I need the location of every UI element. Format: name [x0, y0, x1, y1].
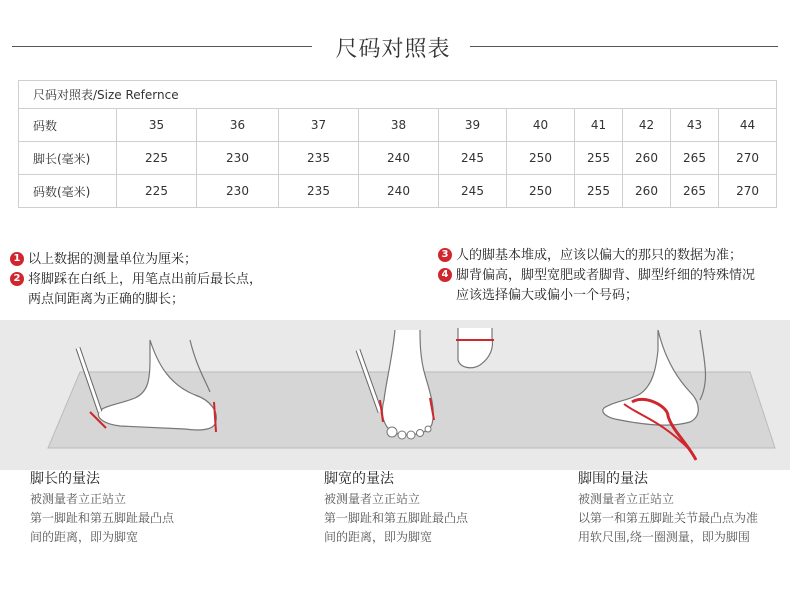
- note-text: 两点间距离为正确的脚长；: [28, 292, 185, 307]
- table-cell: 250: [507, 142, 575, 175]
- number-badge-icon: 1: [10, 252, 24, 266]
- row-label: 码数: [19, 109, 117, 142]
- table-cell: 265: [671, 142, 719, 175]
- row-label: 码数(毫米): [19, 175, 117, 208]
- number-badge-icon: 2: [10, 272, 24, 286]
- table-cell: 270: [719, 175, 777, 208]
- method-line: 用软尺围,绕一圈测量，即为脚围: [578, 530, 750, 544]
- method-title: 脚宽的量法: [324, 471, 394, 487]
- method-line: 第一脚趾和第五脚趾最凸点: [324, 511, 469, 525]
- table-cell: 225: [117, 175, 197, 208]
- table-cell: 40: [507, 109, 575, 142]
- table-cell: 265: [671, 175, 719, 208]
- table-cell: 250: [507, 175, 575, 208]
- note-3: [438, 246, 742, 266]
- number-badge-icon: 4: [438, 268, 452, 282]
- measurement-illustration: [0, 320, 790, 470]
- page-title: 尺码对照表: [335, 37, 451, 62]
- table-cell: 44: [719, 109, 777, 142]
- method-line: 间的距离，即为脚宽: [324, 530, 433, 544]
- table-cell: 37: [279, 109, 359, 142]
- method-line: 被测量者立正站立: [324, 492, 421, 506]
- foot-detail-icon: [456, 328, 494, 368]
- number-badge-icon: 3: [438, 248, 452, 262]
- table-cell: 38: [359, 109, 439, 142]
- size-table: [18, 80, 777, 208]
- table-cell: 225: [117, 142, 197, 175]
- table-cell: 255: [575, 175, 623, 208]
- method-length: [30, 468, 174, 547]
- title-divider-left: [12, 46, 312, 47]
- table-cell: 42: [623, 109, 671, 142]
- note-text: 将脚踩在白纸上，用笔点出前后最长点，: [28, 272, 263, 287]
- method-girth: [578, 468, 758, 547]
- method-line: 第一脚趾和第五脚趾最凸点: [30, 511, 175, 525]
- note-text: 以上数据的测量单位为厘米；: [28, 252, 198, 267]
- table-cell: 260: [623, 142, 671, 175]
- note-text: 人的脚基本堆成，应该以偏大的那只的数据为准；: [456, 248, 743, 263]
- table-caption: 尺码对照表/Size Refernce: [19, 81, 777, 109]
- table-row: [19, 175, 777, 208]
- note-4: [438, 266, 755, 306]
- table-cell: 230: [197, 175, 279, 208]
- note-2: [10, 270, 262, 310]
- table-cell: 245: [439, 175, 507, 208]
- foot-front-view-icon: [382, 330, 433, 439]
- illustration-svg: [0, 320, 790, 470]
- method-line: 被测量者立正站立: [578, 492, 675, 506]
- table-cell: 41: [575, 109, 623, 142]
- table-cell: 36: [197, 109, 279, 142]
- table-cell: 230: [197, 142, 279, 175]
- note-text: 脚背偏高，脚型宽肥或者脚背、脚型纤细的特殊情况: [456, 268, 756, 283]
- method-width: [324, 468, 468, 547]
- table-row: [19, 142, 777, 175]
- note-text: 应该选择偏大或偏小一个号码；: [456, 288, 639, 303]
- title-divider-right: [470, 46, 778, 47]
- table-cell: 255: [575, 142, 623, 175]
- table-cell: 235: [279, 175, 359, 208]
- table-cell: 39: [439, 109, 507, 142]
- table-cell: 260: [623, 175, 671, 208]
- table-cell: 245: [439, 142, 507, 175]
- method-title: 脚长的量法: [30, 471, 100, 487]
- table-cell: 235: [279, 142, 359, 175]
- table-row: [19, 109, 777, 142]
- table-caption-row: [19, 81, 777, 109]
- note-1: [10, 250, 197, 270]
- table-cell: 240: [359, 175, 439, 208]
- method-line: 间的距离，即为脚宽: [30, 530, 139, 544]
- method-title: 脚围的量法: [578, 471, 648, 487]
- row-label: 脚长(毫米): [19, 142, 117, 175]
- method-line: 被测量者立正站立: [30, 492, 127, 506]
- table-cell: 35: [117, 109, 197, 142]
- table-cell: 270: [719, 142, 777, 175]
- table-cell: 240: [359, 142, 439, 175]
- method-line: 以第一和第五脚趾关节最凸点为准: [578, 511, 759, 525]
- table-cell: 43: [671, 109, 719, 142]
